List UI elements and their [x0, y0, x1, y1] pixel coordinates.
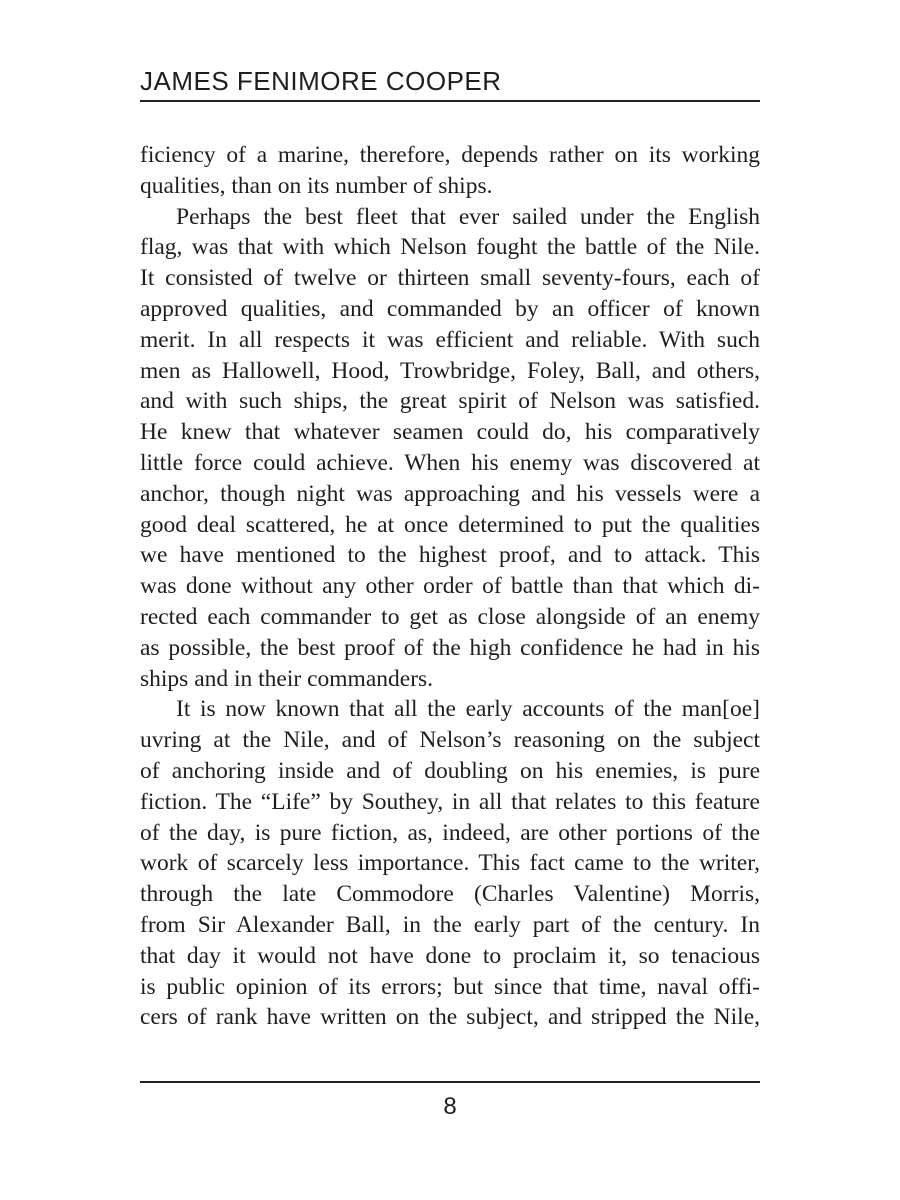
text-line: qualities, than on its number of ships. — [140, 172, 493, 199]
text-line: cers of rank have written on the subject, and stripped the Nile, — [140, 1004, 760, 1031]
text-line: as possible, the best proof of the high confidence he had in his — [140, 634, 760, 661]
body-text — [140, 140, 760, 1033]
text-line: through the late Commodore (Charles Valentine) Morris, — [140, 881, 760, 908]
text-line: He knew that whatever seamen could do, his comparatively — [140, 419, 760, 446]
text-line: and with such ships, the great spirit of Nelson was satisfied. — [140, 388, 760, 415]
text-line: It consisted of twelve or thirteen small seventy-fours, each of — [140, 265, 760, 292]
text-line: flag, was that with which Nelson fought the battle of the Nile. — [140, 234, 760, 261]
text-line: men as Hallowell, Hood, Trowbridge, Foley, Ball, and others, — [140, 357, 760, 384]
text-line: that day it would not have done to proclaim it, so tenacious — [140, 942, 760, 969]
header-rule — [140, 100, 760, 102]
text-line: approved qualities, and commanded by an officer of known — [140, 295, 760, 322]
text-line: fiction. The “Life” by Southey, in all that relates to this feature — [140, 788, 760, 815]
text-line: ficiency of a marine, therefore, depends rather on its working — [140, 142, 760, 168]
text-line: merit. In all respects it was efficient and reliable. With such — [140, 326, 760, 353]
text-line: little force could achieve. When his enemy was discovered at — [140, 449, 760, 476]
text-line: It is now known that all the early accounts of the man[oe] — [176, 696, 760, 723]
page-number: 8 — [443, 1093, 457, 1120]
text-line: was done without any other order of battle than that which di- — [140, 573, 760, 600]
text-line: is public opinion of its errors; but since that time, naval offi- — [140, 973, 760, 1000]
text-line: from Sir Alexander Ball, in the early part of the century. In — [140, 911, 760, 938]
text-line: of the day, is pure fiction, as, indeed, are other portions of the — [140, 819, 760, 846]
text-line: of anchoring inside and of doubling on his enemies, is pure — [140, 757, 760, 784]
footer-rule — [140, 1081, 760, 1083]
text-line: we have mentioned to the highest proof, and to attack. This — [140, 542, 760, 569]
text-line: anchor, though night was approaching and his vessels were a — [140, 480, 760, 507]
text-line: uvring at the Nile, and of Nelson’s reasoning on the subject — [140, 727, 760, 754]
text-line: work of scarcely less importance. This fact came to the writer, — [140, 850, 760, 877]
text-line: rected each commander to get as close alongside of an enemy — [140, 603, 760, 630]
text-line: ships and in their commanders. — [140, 665, 434, 692]
running-header: JAMES FENIMORE COOPER — [140, 66, 502, 96]
text-line: Perhaps the best fleet that ever sailed under the English — [176, 203, 760, 230]
text-line: good deal scattered, he at once determined to put the qualities — [140, 511, 760, 538]
